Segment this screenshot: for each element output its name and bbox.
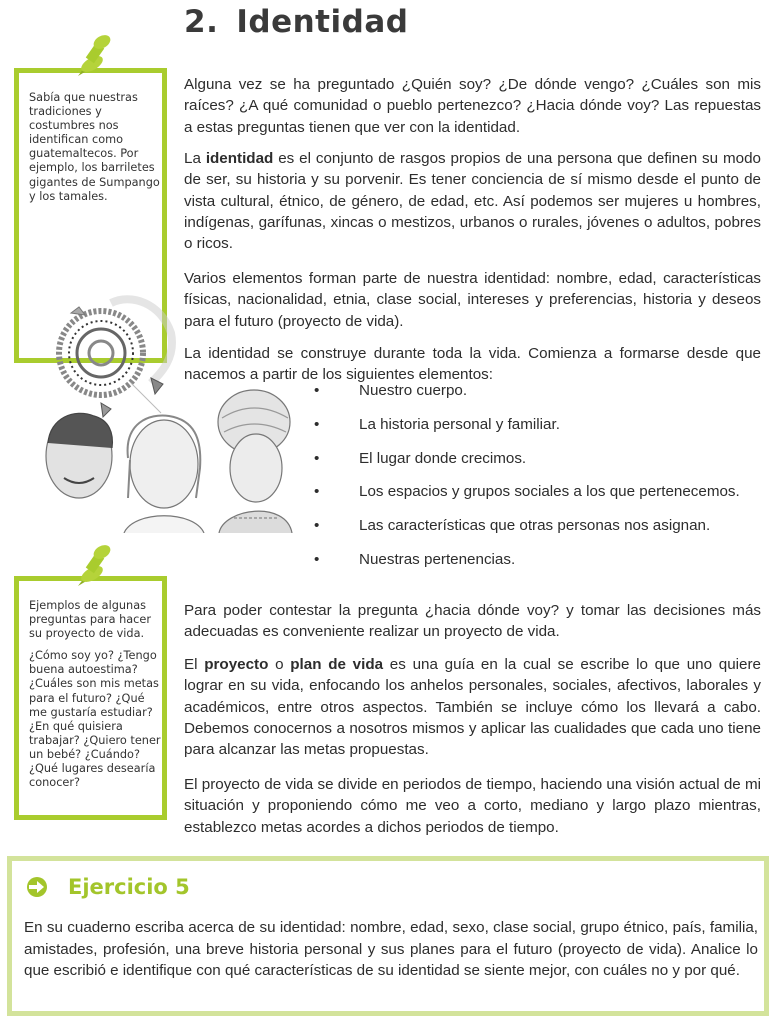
bold-term: plan de vida [290,656,384,674]
section-title-text: Identidad [236,4,409,40]
paragraph-intro: Alguna vez se ha preguntado ¿Quién soy? ¿De dónde vengo? ¿Cuáles son mis raíces? ¿A qué comunidad o pueblo pertenezco? ¿Hacia dónde voy? Las repuestas a estas preguntas tienen que ver con la identidad. [184,76,761,136]
arrow-right-circle-icon [26,876,48,898]
list-item [310,551,770,585]
list-item [310,450,770,484]
paragraph-identidad-definition [184,148,761,254]
exercise-box [7,856,769,1016]
text-span: o [268,656,291,674]
bullet-marker: • [314,483,320,501]
section-title [184,4,408,40]
exercise-header [26,875,190,899]
list-item [310,483,770,517]
text-span: El [184,656,205,674]
pushpin-icon [72,540,116,586]
list-item-text: Nuestro cuerpo. [359,382,468,399]
list-item-text: La historia personal y familiar. [359,415,560,433]
list-item-text: Las características que otras personas nos asignan. [359,517,711,535]
note-text: Sabía que nuestras tradiciones y costumbres nos identifican como guatemaltecos. Por ejemplo, los barriletes gigantes de Sumpango y los tamales. [29,91,160,203]
bullet-marker: • [314,517,320,535]
text-span: La [184,150,206,168]
faces-illustration [24,388,294,533]
bullet-marker: • [314,449,320,467]
text-span: es el conjunto de rasgos propios de una persona que definen su modo de ser, su historia y su porvenir. Es tener conciencia de sí mismo desde el punto de vista cultural, étnico, de género, de edad, etc. Así podemos ser mujeres u hombres, indígenas, garífunas, xincas o mestizos, urbanos o rurales, jóvenes o adultos, pobres o ricos. [184,150,761,253]
paragraph-hacia-donde: Para poder contestar la pregunta ¿hacia dónde voy? y tomar las decisiones más adecuadas es conveniente realizar un proyecto de vida. [184,602,761,641]
bold-term: proyecto [204,656,269,674]
info-note-proyecto-vida [14,576,167,820]
identity-elements-list [310,382,770,585]
bullet-marker: • [314,550,320,568]
info-note-tradiciones [14,68,167,363]
list-item [310,416,770,450]
text-span: es una guía en la cual se escribe lo que uno quiere lograr en su vida, enfocando los anhelos personales, sociales, afectivos, laborales y académicos, entre otros aspectos. También se incluye cómo los llevará a cabo. Debemos conocernos a nosotros mismos y aplicar las cualidades que cada uno tiene para alcanzar las metas propuestas. [184,656,761,759]
paragraph-plan-de-vida [184,654,761,760]
note-text [29,599,161,798]
note-intro: Ejemplos de algunas preguntas para hacer su proyecto de vida. [29,599,151,641]
list-item [310,517,770,551]
paragraph-periodos: El proyecto de vida se divide en periodos de tiempo, haciendo una visión actual de mi situación y proponiendo cómo me veo a corto, mediano y largo plazo mientras, establezco metas acordes a dichos periodos de tiempo. [184,776,761,836]
exercise-instructions: En su cuaderno escriba acerca de su identidad: nombre, edad, sexo, clase social, grupo étnico, país, familia, amistades, profesión, una breve historia personal y sus planes para el futuro (proyecto de vida). Analice lo que escribió e identifique con qué características de su identidad se siente mejor, con cuáles no y por qué. [24,919,758,980]
list-item [310,382,770,416]
section-number: 2. [184,4,219,40]
note-questions: ¿Cómo soy yo? ¿Tengo buena autoestima? ¿Cuáles son mis metas para el futuro? ¿Qué me gustaría estudiar? ¿En qué quisiera trabajar? ¿Quiero tener un bebé? ¿Cuándo? ¿Qué lugares desearía conocer? [29,649,161,790]
pushpin-icon [72,30,116,76]
paragraph-elements: Varios elementos forman parte de nuestra identidad: nombre, edad, características físicas, nacionalidad, etnia, clase social, intereses y preferencias, historia y deseos para el futuro (proyecto de vida). [184,270,761,330]
paragraph-construction: La identidad se construye durante toda la vida. Comienza a formarse desde que nacemos a partir de los siguientes elementos: [184,345,761,384]
bullet-marker: • [314,415,320,433]
bullet-marker: • [314,382,320,399]
list-item-text: El lugar donde crecimos. [359,449,527,467]
list-item-text: Nuestras pertenencias. [359,550,516,568]
exercise-title: Ejercicio 5 [68,875,190,899]
list-item-text: Los espacios y grupos sociales a los que pertenecemos. [359,483,740,501]
bold-term: identidad [205,150,274,168]
